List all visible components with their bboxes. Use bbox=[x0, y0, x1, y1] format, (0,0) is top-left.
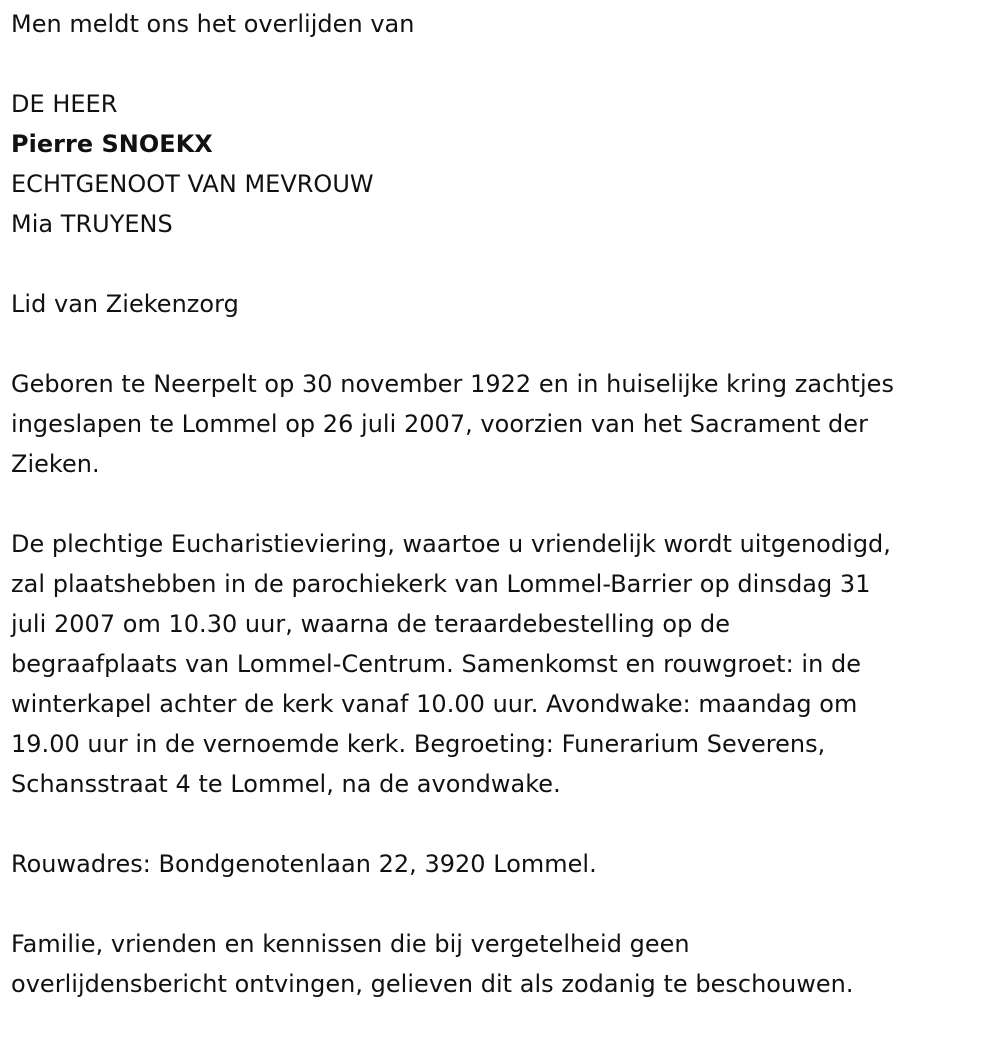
obituary-notice bbox=[11, 4, 991, 1004]
spacer bbox=[11, 884, 991, 924]
intro-paragraph bbox=[11, 4, 991, 44]
spacer bbox=[11, 484, 991, 524]
mourning-address: Rouwadres: Bondgenotenlaan 22, 3920 Lommel. bbox=[11, 850, 597, 878]
address-paragraph bbox=[11, 844, 991, 884]
spacer bbox=[11, 244, 991, 284]
spacer bbox=[11, 804, 991, 844]
birth-death-line: Zieken. bbox=[11, 450, 100, 478]
ceremony-line: 19.00 uur in de vernoemde kerk. Begroeting: Funerarium Severens, bbox=[11, 730, 826, 758]
ceremony-line: Schansstraat 4 te Lommel, na de avondwake. bbox=[11, 770, 561, 798]
ceremony-line: De plechtige Eucharistieviering, waartoe u vriendelijk wordt uitgenodigd, bbox=[11, 530, 891, 558]
birth-death-line: Geboren te Neerpelt op 30 november 1922 en in huiselijke kring zachtjes bbox=[11, 370, 894, 398]
birth-death-line: ingeslapen te Lommel op 26 juli 2007, voorzien van het Sacrament der bbox=[11, 410, 868, 438]
membership-paragraph bbox=[11, 284, 991, 324]
ceremony-paragraph bbox=[11, 524, 991, 804]
title-prefix: DE HEER bbox=[11, 90, 118, 118]
ceremony-line: zal plaatshebben in de parochiekerk van Lommel-Barrier op dinsdag 31 bbox=[11, 570, 871, 598]
deceased-name: Pierre SNOEKX bbox=[11, 130, 213, 158]
ceremony-line: juli 2007 om 10.30 uur, waarna de teraardebestelling op de bbox=[11, 610, 731, 638]
spouse-name: Mia TRUYENS bbox=[11, 210, 173, 238]
closing-paragraph bbox=[11, 924, 991, 1004]
ceremony-line: winterkapel achter de kerk vanaf 10.00 uur. Avondwake: maandag om bbox=[11, 690, 858, 718]
birth-death-paragraph bbox=[11, 364, 991, 484]
spacer bbox=[11, 324, 991, 364]
membership-text: Lid van Ziekenzorg bbox=[11, 290, 239, 318]
spacer bbox=[11, 44, 991, 84]
intro-text: Men meldt ons het overlijden van bbox=[11, 10, 415, 38]
closing-line: Familie, vrienden en kennissen die bij vergetelheid geen bbox=[11, 930, 690, 958]
spouse-prefix: ECHTGENOOT VAN MEVROUW bbox=[11, 170, 374, 198]
deceased-block bbox=[11, 84, 991, 244]
ceremony-line: begraafplaats van Lommel-Centrum. Samenkomst en rouwgroet: in de bbox=[11, 650, 861, 678]
closing-line: overlijdensbericht ontvingen, gelieven dit als zodanig te beschouwen. bbox=[11, 970, 854, 998]
